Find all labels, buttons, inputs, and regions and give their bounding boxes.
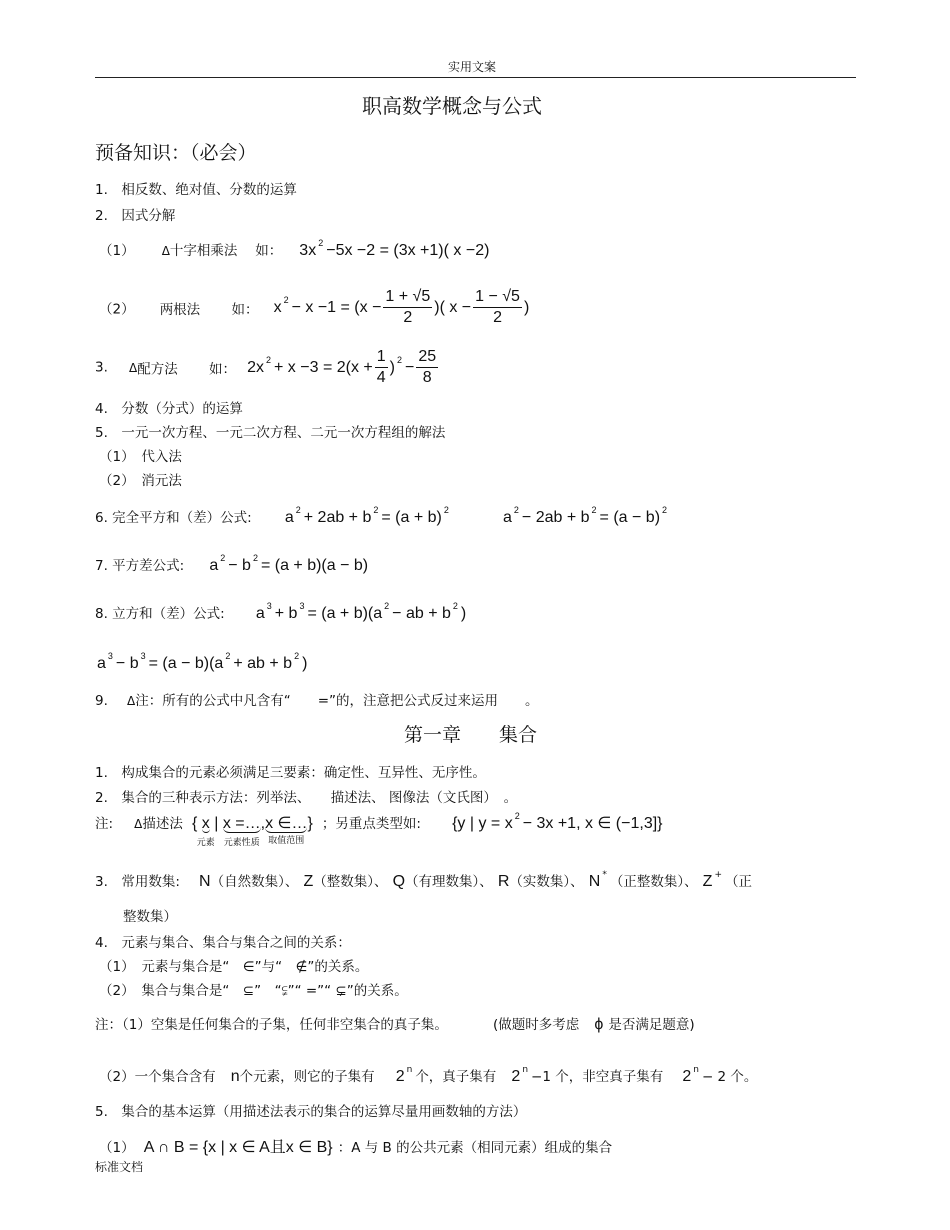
prep-item-5b: （2） 消元法 bbox=[99, 473, 182, 489]
formula-cross: 3x $^2$ −5x −2 = (3x +1)( x −2) bbox=[299, 238, 490, 259]
example-set: {y | y = x $^2$ − 3x +1, x ∈ (−1,3]} bbox=[452, 811, 663, 832]
prep-item-5a: （1） 代入法 bbox=[99, 449, 182, 465]
caption-range: 取值范围 bbox=[268, 835, 305, 845]
prep-sub-2 bbox=[99, 288, 529, 327]
header-rule bbox=[95, 77, 856, 78]
chapter-item-5a: （1） A ∩ B = {x | x ∈ A且x ∈ B} ：A 与 B 的公共元素（相同元素）组成的集合 bbox=[99, 1139, 613, 1156]
prep-item-6: 6. 完全平方和（差）公式: a $^2$ + 2ab + b $^2$ = (a + b) $^2$ a $^2$ − 2ab + b $^2$ = (a − b) $^2$ bbox=[95, 505, 670, 527]
formula-diff-squares: a $^2$ − b $^2$ = (a + b)(a − b) bbox=[209, 553, 369, 574]
caption-element: 元素 bbox=[196, 837, 215, 847]
descriptor-note: 注: Δ描述法 { x 元素 | x =… 元素性质 ,x ∈… 取值范围 } ；另重点类型如: {y | y = x $^2$ − 3x +1, x ∈ (−1,3]} bbox=[95, 811, 663, 847]
prep-heading: 预备知识：（必会） bbox=[95, 142, 257, 164]
chapter-heading: 第一章 集合 bbox=[404, 724, 538, 746]
prep-item-8: 8. 立方和（差）公式: a $^3$ + b $^3$ = (a + b)(a $^2$ − ab + b $^2$ ) bbox=[95, 601, 467, 622]
formula-square: 2x $^2$ + x −3 = 2(x + $\frac{1}{4}$ ) $^2$ − $\frac{25}{8}$ bbox=[247, 348, 437, 386]
chapter-item-1: 1. 构成集合的元素必须满足三要素：确定性、互异性、无序性。 bbox=[95, 765, 486, 781]
triangle-icon: Δ bbox=[128, 360, 138, 375]
sub-label: （1） bbox=[99, 243, 135, 259]
sub-text: 两根法 如： bbox=[159, 301, 259, 318]
formula-square-sum: a $^2$ + 2ab + b $^2$ = (a + b) $^2$ bbox=[284, 505, 449, 526]
formula-square-diff: a $^2$ − 2ab + b $^2$ = (a − b) $^2$ bbox=[502, 505, 668, 526]
page-footer: 标准文档 bbox=[95, 1160, 144, 1174]
phi-symbol: ϕ bbox=[594, 1016, 604, 1033]
intersection-formula: A ∩ B = {x | x ∈ A且x ∈ B} bbox=[143, 1139, 333, 1156]
chapter-item-4b: （2） 集合与集合是“ ⊆” “⫋”“ =”“ ⊊”的关系。 bbox=[99, 983, 408, 999]
note-subsets: （2）一个集合含有 n个元素，则它的子集有 2 $^n$ 个，真子集有 2 $^n$ −1 个，非空真子集有 2 $^n$ − 2 个。 bbox=[99, 1065, 758, 1085]
note-empty-set: 注：（1）空集是任何集合的子集，任何非空集合的真子集。 (做题时多考虑 ϕ 是否满足题意) bbox=[95, 1016, 695, 1033]
formula-cube-diff: a $^3$ − b $^3$ = (a − b)(a $^2$ + ab + b $^2$ ) bbox=[97, 651, 308, 672]
prep-item-3: 3. Δ配方法 如： 2x $^2$ + x −3 = 2(x + $\frac{1}{4}$ ) $^2$ − $\frac{25}{8}$ bbox=[95, 348, 440, 387]
chapter-item-4: 4. 元素与集合、集合与集合之间的关系： bbox=[95, 935, 351, 951]
chapter-item-2: 2. 集合的三种表示方法：列举法、 描述法、 图像法（文氏图） 。 bbox=[95, 790, 518, 806]
chapter-item-5: 5. 集合的基本运算（用描述法表示的集合的运算尽量用画数轴的方法） bbox=[95, 1104, 527, 1120]
sub-text: 十字相乘法 如： bbox=[169, 243, 283, 259]
chapter-item-3: 3. 常用数集: N（自然数集）、 Z（整数集）、 Q（有理数集）、 R（实数集）、 N * （正整数集）、 Z + （正 bbox=[95, 870, 752, 890]
page-title: 职高数学概念与公式 bbox=[362, 94, 542, 118]
prep-item-9: 9. Δ注：所有的公式中凡含有“ =”的，注意把公式反过来运用 。 bbox=[95, 693, 539, 709]
fraction: $\frac{1 - √5}{2}$ bbox=[475, 288, 520, 326]
caption-property: 元素性质 bbox=[223, 837, 260, 847]
chapter-item-3-cont: 整数集） bbox=[123, 909, 177, 925]
page-header: 实用文案 bbox=[448, 60, 497, 74]
triangle-icon: Δ bbox=[126, 694, 136, 708]
prep-item-5: 5. 一元一次方程、一元二次方程、二元一次方程组的解法 bbox=[95, 425, 446, 441]
prep-sub-1 bbox=[99, 238, 489, 260]
triangle-icon: Δ bbox=[134, 817, 143, 831]
triangle-icon: Δ bbox=[161, 244, 170, 258]
chapter-item-4a: （1） 元素与集合是“ ∈”与“ ∉”的关系。 bbox=[99, 959, 369, 975]
formula-roots: x $^2$ − x −1 = (x − $\frac{1 + √5}{2}$ )( x − $\frac{1 - √5}{2}$ ) bbox=[273, 288, 530, 326]
sub-label: （2） bbox=[99, 301, 135, 318]
formula-cube-sum: a $^3$ + b $^3$ = (a + b)(a $^2$ − ab + b $^2$ ) bbox=[255, 601, 467, 622]
fraction: $\frac{1 + √5}{2}$ bbox=[385, 288, 431, 326]
prep-item-1: 1. 相反数、绝对值、分数的运算 bbox=[95, 182, 297, 198]
prep-item-2: 2. 因式分解 bbox=[95, 208, 176, 224]
descriptor-set: { x 元素 | x =… 元素性质 ,x ∈… 取值范围 } bbox=[191, 815, 313, 847]
prep-item-4: 4. 分数（分式）的运算 bbox=[95, 401, 243, 417]
prep-item-7: 7. 平方差公式: a $^2$ − b $^2$ = (a + b)(a − b) bbox=[95, 553, 369, 574]
